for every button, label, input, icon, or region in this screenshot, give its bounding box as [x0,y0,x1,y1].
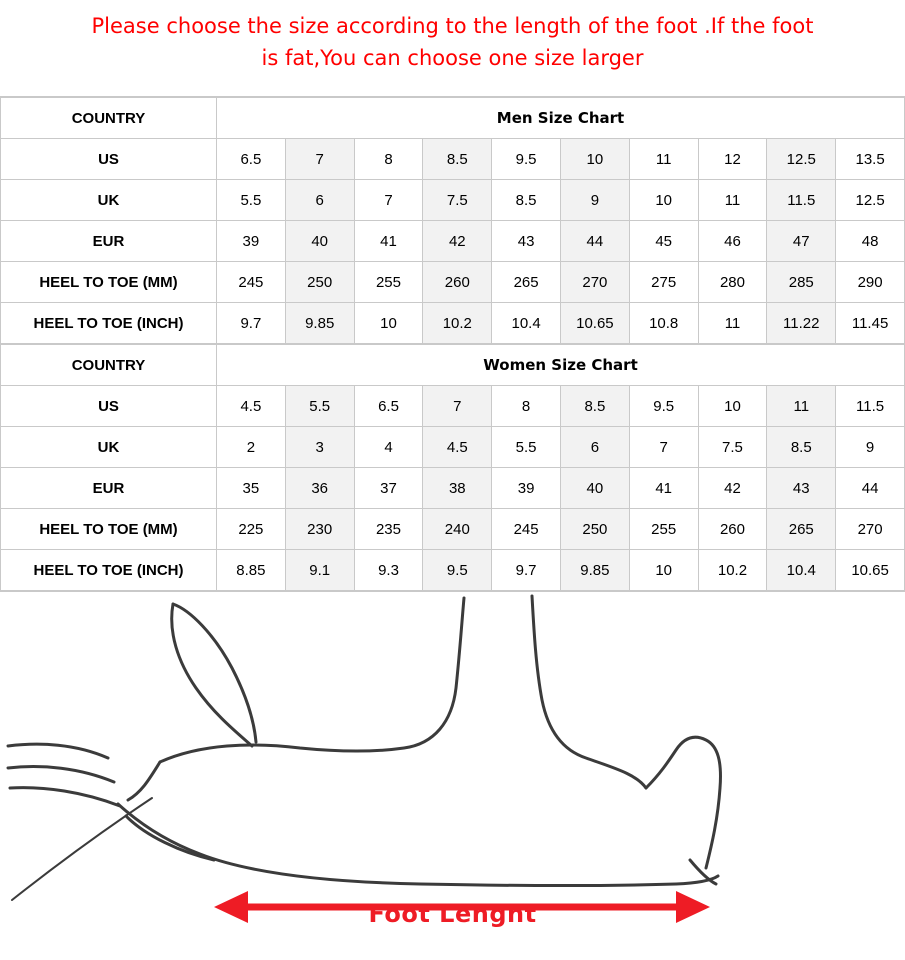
table-cell: 8.5 [423,139,492,180]
table-cell: 250 [560,509,629,550]
sole-line [118,804,718,886]
women-row-label-uk: UK [1,427,217,468]
table-cell: 12 [698,139,767,180]
table-cell: 11.5 [767,180,836,221]
notice-banner [0,0,905,97]
table-cell: 11.45 [836,303,905,344]
table-cell: 6.5 [217,139,286,180]
big-toe-upper-line [172,604,252,746]
men-row-label-uk: UK [1,180,217,221]
men-row-label-heel-inch: HEEL TO TOE (INCH) [1,303,217,344]
table-cell: 10.2 [698,550,767,591]
table-cell: 275 [629,262,698,303]
table-cell: 250 [285,262,354,303]
men-country-header: COUNTRY [1,98,217,139]
table-cell: 38 [423,468,492,509]
table-cell: 9.3 [354,550,423,591]
table-cell: 40 [285,221,354,262]
women-row-label-eur: EUR [1,468,217,509]
table-cell: 43 [767,468,836,509]
table-cell: 235 [354,509,423,550]
table-cell: 10.65 [560,303,629,344]
table-cell: 39 [217,221,286,262]
foot-measurement-diagram [0,591,905,944]
table-cell: 6.5 [354,386,423,427]
table-row [1,262,905,303]
table-cell: 7.5 [698,427,767,468]
table-cell: 8 [354,139,423,180]
men-header-row [1,98,905,139]
table-row [1,550,905,591]
women-row-label-heel-mm: HEEL TO TOE (MM) [1,509,217,550]
table-cell: 35 [217,468,286,509]
table-cell: 5.5 [285,386,354,427]
table-cell: 8.5 [767,427,836,468]
table-cell: 9.7 [217,303,286,344]
foot-outline-illustration [0,592,905,944]
table-cell: 40 [560,468,629,509]
table-row [1,386,905,427]
toe-line-3 [10,788,120,806]
notice-line-1: Please choose the size according to the length of the foot .If the foot [91,14,814,38]
table-cell: 270 [560,262,629,303]
instep-outline [160,598,464,762]
table-cell: 7 [423,386,492,427]
table-cell: 10.4 [767,550,836,591]
table-cell: 280 [698,262,767,303]
foot-length-label: Foot Lenght [368,900,537,928]
table-cell: 5.5 [217,180,286,221]
women-size-chart-table [0,344,905,591]
men-size-chart-table [0,97,905,344]
table-cell: 8.85 [217,550,286,591]
heel-back-line [646,737,720,868]
table-cell: 285 [767,262,836,303]
table-cell: 13.5 [836,139,905,180]
table-cell: 255 [629,509,698,550]
shin-front-line [532,596,646,788]
table-cell: 10 [629,180,698,221]
toe-joint-line [128,762,160,800]
table-cell: 4.5 [423,427,492,468]
table-cell: 265 [492,262,561,303]
men-row-label-heel-mm: HEEL TO TOE (MM) [1,262,217,303]
table-cell: 10 [698,386,767,427]
table-cell: 12.5 [836,180,905,221]
table-cell: 11 [698,303,767,344]
table-cell: 36 [285,468,354,509]
table-cell: 8.5 [492,180,561,221]
table-cell: 9.85 [560,550,629,591]
table-cell: 9.5 [423,550,492,591]
table-cell: 4 [354,427,423,468]
men-row-label-eur: EUR [1,221,217,262]
table-row [1,509,905,550]
table-cell: 230 [285,509,354,550]
table-cell: 6 [285,180,354,221]
table-cell: 265 [767,509,836,550]
women-row-label-us: US [1,386,217,427]
table-cell: 240 [423,509,492,550]
table-cell: 7 [285,139,354,180]
table-row [1,221,905,262]
table-cell: 255 [354,262,423,303]
table-cell: 42 [423,221,492,262]
women-header-row [1,345,905,386]
table-row [1,180,905,221]
table-cell: 11.5 [836,386,905,427]
table-cell: 10.65 [836,550,905,591]
table-cell: 11 [698,180,767,221]
table-cell: 47 [767,221,836,262]
guide-line [12,798,152,900]
table-cell: 46 [698,221,767,262]
table-cell: 270 [836,509,905,550]
table-cell: 10 [629,550,698,591]
table-cell: 290 [836,262,905,303]
table-cell: 37 [354,468,423,509]
table-row [1,303,905,344]
table-cell: 9 [836,427,905,468]
table-cell: 5.5 [492,427,561,468]
table-cell: 9.5 [629,386,698,427]
table-cell: 9.7 [492,550,561,591]
table-cell: 7 [354,180,423,221]
table-cell: 245 [492,509,561,550]
table-cell: 41 [629,468,698,509]
table-cell: 10.8 [629,303,698,344]
table-cell: 10.2 [423,303,492,344]
table-cell: 245 [217,262,286,303]
table-cell: 10 [354,303,423,344]
table-cell: 10.4 [492,303,561,344]
women-chart-title: Women Size Chart [217,345,905,386]
table-cell: 10 [560,139,629,180]
table-cell: 8 [492,386,561,427]
table-cell: 6 [560,427,629,468]
table-cell: 9.85 [285,303,354,344]
table-cell: 11 [767,386,836,427]
table-cell: 39 [492,468,561,509]
table-cell: 44 [560,221,629,262]
table-cell: 45 [629,221,698,262]
table-cell: 48 [836,221,905,262]
table-row [1,139,905,180]
table-cell: 3 [285,427,354,468]
toe-line-2 [8,767,114,782]
table-cell: 9.5 [492,139,561,180]
notice-line-2: is fat,You can choose one size larger [261,46,644,70]
table-cell: 4.5 [217,386,286,427]
table-cell: 7 [629,427,698,468]
table-cell: 42 [698,468,767,509]
table-cell: 11.22 [767,303,836,344]
table-cell: 41 [354,221,423,262]
women-row-label-heel-inch: HEEL TO TOE (INCH) [1,550,217,591]
table-cell: 44 [836,468,905,509]
table-cell: 9.1 [285,550,354,591]
table-row [1,468,905,509]
table-cell: 7.5 [423,180,492,221]
men-chart-title: Men Size Chart [217,98,905,139]
table-cell: 12.5 [767,139,836,180]
table-cell: 225 [217,509,286,550]
table-row [1,427,905,468]
table-cell: 2 [217,427,286,468]
table-cell: 260 [698,509,767,550]
table-cell: 260 [423,262,492,303]
toe-line-1 [8,744,108,758]
table-cell: 8.5 [560,386,629,427]
table-cell: 9 [560,180,629,221]
table-cell: 11 [629,139,698,180]
table-cell: 43 [492,221,561,262]
men-row-label-us: US [1,139,217,180]
women-country-header: COUNTRY [1,345,217,386]
